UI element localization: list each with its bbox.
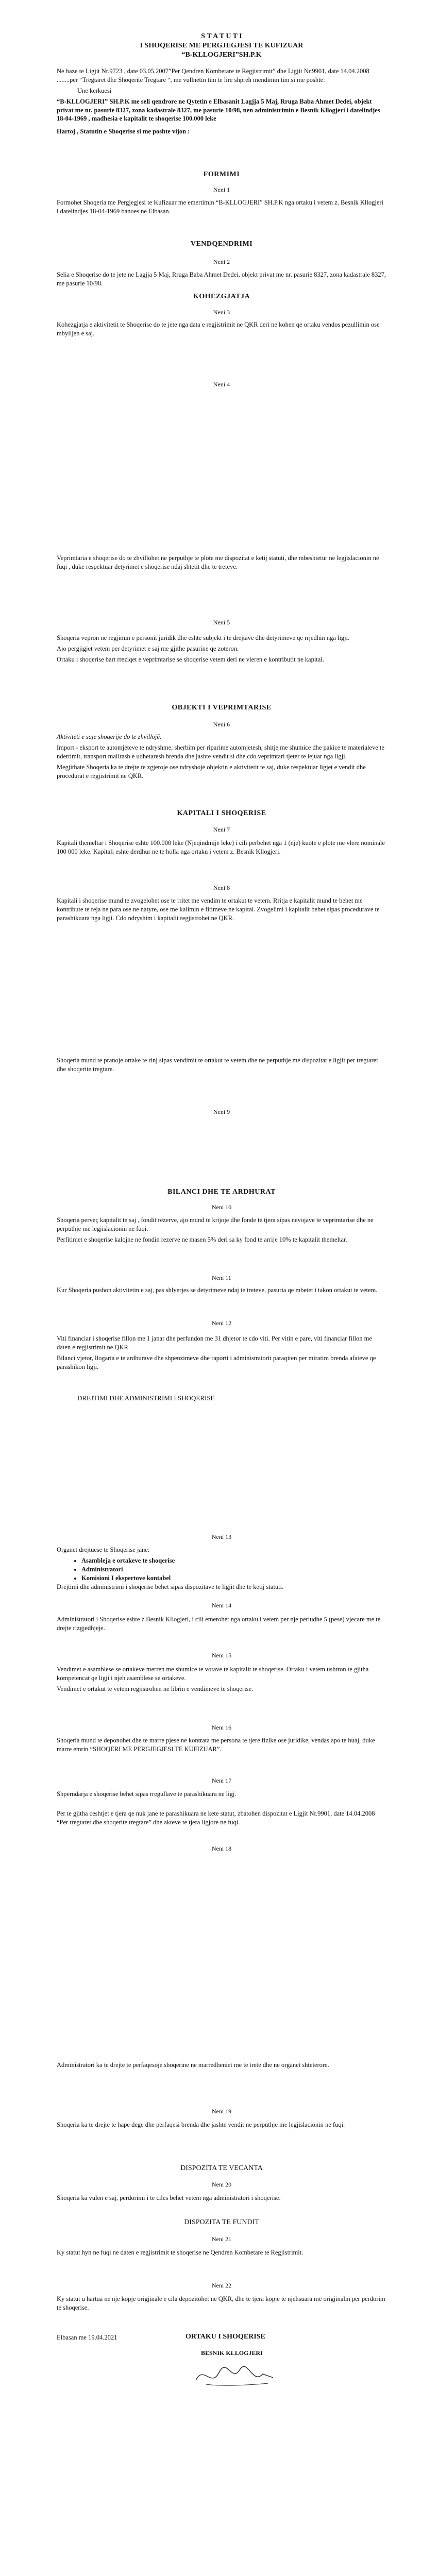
neni-9: Neni 9: [213, 1108, 230, 1115]
neni-22-text: Ky statut u hartua ne nje kopje origjinale e cila depozitohet ne QKR, dhe te tjera kopje te njehsuara me origjinalin per perdorim te shoqerise.: [57, 2295, 385, 2311]
neni-15: Neni 15: [211, 1652, 232, 1659]
neni-15-text-b: Vendimet e ortakut te vetem regjistrohen ne librin e vendimeve te shoqerise.: [57, 1685, 254, 1692]
neni-13-text-a: Organet drejtuese te Shoqerise jane:: [57, 1546, 150, 1553]
signer-name: BESNIK KLLOGJERI: [201, 2349, 263, 2357]
neni-3-text: Kohezgjatja e aktivitetit te Shoqerise do te jete nga data e regjistrimit ne QKR deri ne kohen qe ortaku vendos pezullimin ose mbylljen e saj.: [57, 321, 380, 337]
section-bilanci: BILANCI DHE TE ARDHURAT: [167, 1188, 276, 1196]
signer-title: ORTAKU I SHOQERISE: [186, 2333, 265, 2341]
neni-17-text: Shperndarja e shoqerise behet sipas rregullave te parashikuara ne ligj.: [57, 1790, 237, 1798]
neni-21-text: Ky statut hyn ne fuqi ne daten e regjistrimit te shoqerise ne Qendren Kombetare te Regjistrimit.: [57, 2249, 304, 2256]
neni-16-text: Shoqeria mund te deponohet dhe te marre pjese ne kontrata me persona te tjere fizike ose juridike, vendas apo te huaj, duke marre emrin “SHOQERI ME PERGJEGJESI TE KUFIZUAR”.: [57, 1737, 375, 1753]
intro: [57, 67, 386, 138]
neni-13: Neni 13: [211, 1533, 232, 1540]
neni-15-text-a: Vendimet e asamblese se ortakeve merren me shumice te votave te kapitalit te shoqerise. Ortaku i vetem ushtron te gjitha kompetencat qe ligji i njeh asamblese se ortakeve.: [57, 1666, 369, 1682]
neni-12: Neni 12: [211, 1319, 232, 1327]
neni-10: Neni 10: [211, 1204, 232, 1211]
company-name: “B-KLLOGJERI”SH.P.K: [181, 51, 262, 59]
handwritten-signature: [191, 2360, 278, 2391]
intro-applicant: Une kerkuesi: [77, 87, 112, 94]
section-vecanta: DISPOZITA TE VECANTA: [180, 2164, 263, 2172]
neni-8: Neni 8: [213, 884, 230, 891]
neni-1-text: Formohet Shoqeria me Pergjegjesi te Kufizuar me emertimin “B-KLLOGJERI” SH.P.K nga ortaku i vetem z. Besnik Kllogjeri i datelindjes 18-04-1969 banues ne Elbasan.: [57, 199, 384, 215]
neni-16: Neni 16: [211, 1724, 232, 1731]
neni-18: Neni 18: [211, 1845, 232, 1852]
neni-11: Neni 11: [212, 1274, 231, 1281]
neni-1: Neni 1: [213, 186, 230, 193]
document-subtitle: I SHOQERISE ME PERGJEGJESI TE KUFIZUAR: [140, 42, 304, 49]
neni-17-text-b: Per te gjitha ceshtjet e tjera qe nuk jane te parashikuara ne kete statut, zbatohen dispozitat e Ligjit Nr.9901, date 14.04.2008 “Per tregtaret dhe shoqerite tregtare” dhe akteve te tjera ligjore ne fuqi.: [57, 1810, 375, 1826]
intro-company-details: “B-KLLOGJERI” SH.P.K me seli qendrore ne Qytetin e Elbasanit Lagjja 5 Maj, Rruga Baba Ahmet Dedei, objekt privat me nr. pasurie 8327, zona kadastrale 8327, me pasurie 10/98, nen administrimin e Besnik Kllogjeri i datelindjes 18-04-1969 , madhesia e kapitalit te shoqerise 100.000 leke: [57, 97, 380, 123]
neni-10-text-a: Shoqeria perveç kapitalit te saj , fondit rezerve, ajo mund te krijoje dhe fonde te tjera sipas nevojave te veprimtarise dhe ne perputhje me legjislacionin ne fuqi.: [57, 1216, 374, 1232]
section-formimi: FORMIMI: [203, 171, 240, 178]
neni-5: Neni 5: [213, 619, 230, 626]
section-kapitali: KAPITALI I SHOQERISE: [177, 809, 266, 817]
neni-11-text: Kur Shoqeria pushon aktivitetin e saj, pas shlyerjes se detyrimeve ndaj te treteve, pasuria qe mbetet i takon ortakut te vetem.: [57, 1286, 378, 1294]
intro-legal-basis: Ne baze te Ligjit Nr.9723 , date 03.05.2007”Per Qendren Kombetare te Regjistrimit” dhe Ligjit Nr.9901, date 14.04.2008 ........per “Tregtaret dhe Shoqerite Tregtare “, me vullnetin tim te lire shpreh mendimin tim si me poshte:: [57, 67, 369, 83]
neni-21: Neni 21: [211, 2235, 232, 2243]
neni-8-text-continued: Shoqeria mund te pranoje ortake te rinj sipas vendimit te ortakut te vetem dhe ne perputhje me dispozitat e ligjit per tregtaret dhe shoqerite tregtare.: [57, 1057, 378, 1073]
neni-13-text-b: Drejtimi dhe administrimi i shoqerise behet sipas dispozitave te ligjit dhe te ketij statuti.: [57, 1583, 284, 1590]
neni-18-text: Administratori ka te drejte te perfaqesoje shoqerine ne marredheniet me te trete dhe ne organet shteterore.: [57, 2061, 329, 2069]
neni-12-text-a: Viti financiar i shoqerise fillon me 1 janar dhe perfundon me 31 dhjetor te cdo viti. Per vitin e pare, viti financiar fillon me daten e regjistrimit ne QKR.: [57, 1335, 372, 1351]
list-item: • Administratori: [81, 1565, 386, 1574]
neni-10-text-b: Perfitimet e shoqerise kalojne ne fondin rezerve ne masen 5% deri sa ky fond te arrije 10% te kapitalit themeltar.: [57, 1235, 347, 1243]
neni-6-text-a: Aktiviteti e saje shoqerije do te zhvillojë:: [57, 733, 162, 740]
neni-6-text-c: Megjithate Shoqeria ka te drejte te zgjeroje ose ndryshoje objektin e aktivitetit te saj, duke respektuar ligjet e vendit dhe procedurat e regjistrimit ne QKR.: [57, 763, 366, 779]
neni-12-text-b: Bilanci vjetor, llogaria e te ardhurave dhe shpenzimeve dhe raporti i administratorit paraqiten per miratim brenda afateve qe parashikon ligji.: [57, 1354, 376, 1370]
neni-2-text: Selia e Shoqerise do te jete ne Lagjja 5 Maj, Rruga Baba Ahmet Dedei, objekt privat me nr. pasurie 8327, zona kadastrale 8327, me pasurie 10/98.: [57, 271, 386, 287]
organs-list: [57, 1556, 386, 1583]
neni-6-text-b: Import - eksport te automjeteve te ndryshme, sherbim per riparime automjetesh, shitje me shumice dhe pakice te materialeve te ndertimit, transport mallrash e udhetaresh brenda dhe jashte vendit si dhe cdo veprimtari tjeter te lejuar nga ligji.: [57, 743, 384, 760]
neni-5-text-c: Ortaku i shoqerise bart rreziqet e veprimtarise se shoqerise vetem deri ne vleren e kontributit ne kapital.: [57, 655, 324, 663]
neni-5-text: [57, 634, 386, 666]
neni-3: Neni 3: [213, 309, 230, 316]
neni-13-text: [57, 1546, 386, 1593]
neni-10-text: [57, 1216, 386, 1246]
neni-15-text: [57, 1665, 386, 1696]
section-kohezgjatja: KOHEZGJATJA: [193, 293, 250, 300]
neni-19: Neni 19: [211, 2108, 232, 2115]
document-title: S T A T U T I: [201, 32, 242, 40]
neni-19-text: Shoqeria ka te drejte te hape dege dhe perfaqesi brenda dhe jashte vendit ne perputhje me legjislacionin ne fuqi.: [57, 2121, 345, 2128]
section-vendqendrimi: VENDQENDRIMI: [190, 240, 253, 248]
neni-14: Neni 14: [211, 1602, 232, 1609]
neni-4-text: Veprimtaria e shoqerise do te zhvillohet ne perputhje te plote me dispozitat e ketij statuti, dhe mbeshtetur ne legjislacionin ne fuqi , duke respektuar detyrimet e shoqerise ndaj shtetit dhe te treteve.: [57, 554, 379, 570]
neni-4: Neni 4: [213, 381, 230, 388]
neni-17: Neni 17: [211, 1777, 232, 1784]
neni-20-text: Shoqeria ka vulen e saj, perdorimi i te ciles behet vetem nga administratori i shoqerise.: [57, 2194, 281, 2201]
neni-7: Neni 7: [213, 826, 230, 833]
intro-statement: Hartoj , Statutin e Shoqerise si me poshte vijon :: [57, 128, 190, 135]
neni-6: Neni 6: [213, 721, 230, 728]
neni-5-text-b: Ajo pergjigjet vetem per detyrimet e saj me gjithe pasurine qe zoteron.: [57, 645, 239, 652]
neni-14-text: Administratori i Shoqerise eshte z.Besnik Kllogjeri, i cili emerohet nga ortaku i vetem per nje periudhe 5 (pese) vjecare me te drejte rizgjedhjeje.: [57, 1616, 381, 1632]
neni-6-text: [57, 733, 386, 782]
section-drejtimi: DREJTIMI DHE ADMINISTRIMI I SHOQERISE: [77, 1394, 215, 1402]
neni-20: Neni 20: [211, 2181, 232, 2188]
place-date: Elbasan me 19.04.2021: [57, 2334, 117, 2341]
section-objekti: OBJEKTI I VEPRIMTARISE: [172, 704, 272, 711]
neni-7-text: Kapitali themeltar i Shoqerise eshte 100.000 leke (Njeqindmije leke) i cili perbehet nga 1 (nje) kuote e plote me vlere nominale 100 000 leke. Kapitali eshte derdhur ne te holla nga ortaku i vetem z. Besnik Kllogjeri.: [57, 839, 385, 855]
list-item: • Komisioni I ekspertove kontabel: [81, 1574, 386, 1583]
neni-8-text: Kapitali i shoqerise mund te zvogelohet ose te rritet me vendim te ortakut te vetem. Rritja e kapitalit mund te behet me kontribute te reja ne para ose ne natyre, ose me kalimin e fitimeve ne kapital. Zvogelimi i kapitalit behet sipas procedurave te parashikuara nga ligji. Cdo ndryshim i kapitalit regjistrohet ne QKR.: [57, 897, 380, 922]
neni-2: Neni 2: [213, 258, 230, 265]
neni-12-text: [57, 1334, 386, 1374]
neni-22: Neni 22: [211, 2282, 232, 2289]
neni-5-text-a: Shoqeria vepron ne regjimin e personit juridik dhe eshte subjekt i te drejtave dhe detyrimeve qe rrjedhin nga ligji.: [57, 634, 350, 641]
section-fundit: DISPOZITA TE FUNDIT: [184, 2218, 259, 2226]
list-item: • Asambleja e ortakeve te shoqerise: [81, 1556, 386, 1565]
